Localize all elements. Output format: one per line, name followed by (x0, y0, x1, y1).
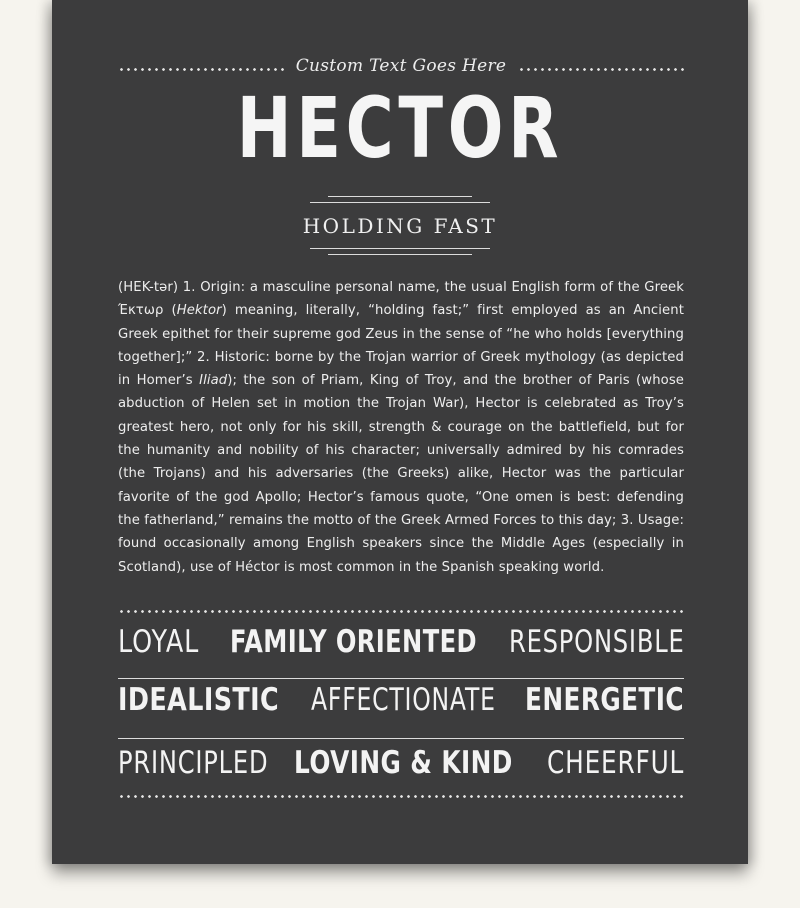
name-rule-bottom (310, 202, 490, 203)
name-rule-top (328, 196, 472, 197)
trait-family-oriented: FAMILY ORIENTED (229, 624, 477, 660)
definition-part-1: (HEK-tər) 1. Origin: a masculine personal name, the usual English form of the Greek Έκτωρ ( (118, 280, 684, 319)
trait-loyal: LOYAL (118, 624, 200, 660)
trait-row-2 (118, 682, 684, 732)
trait-affectionate: AFFECTIONATE (311, 682, 497, 718)
definition-part-3: ); the son of Priam, King of Troy, and the brother of Paris (whose abduction of Helen set in motion the Trojan War), Hector is celebrated as Troy’s greatest hero, not only for his skill, strength & courage on the battlefield, but for the humanity and nobility of his character; universally admired by his comrades (the Trojans) and his adversaries (the Greeks) alike, Hector was the particular favorite of the god Apollo; Hector’s famous quote, “One omen is best: defending the fatherland,” remains the motto of the Greek Armed Forces to this day; 3. Usage: found occasionally among English speakers since the Middle Ages (especially in Scotland), use of Héctor is most common in the Spanish speaking world. (118, 373, 685, 575)
trait-row-rule-1 (118, 678, 684, 679)
dotted-divider-left (118, 68, 284, 71)
trait-row-1 (118, 624, 684, 674)
name-meaning: HOLDING FAST (302, 214, 498, 238)
trait-row-rule-2 (118, 738, 684, 739)
poster-name: HECTOR (236, 79, 564, 177)
definition-part-2: ) meaning, literally, “holding fast;” first employed as an Ancient Greek epithet for their supreme god Zeus in the sense of “he who holds [everything together];” 2. Historic: borne by the Trojan warrior of Greek mythology (as depicted in Homer’s (118, 303, 684, 389)
trait-row-3 (118, 745, 684, 795)
traits-dotted-divider-top (118, 610, 684, 613)
definition-emphasis-1: Hektor (176, 303, 222, 319)
meaning-rule-top (310, 248, 490, 249)
trait-idealistic: IDEALISTIC (118, 682, 280, 718)
custom-text: Custom Text Goes Here (295, 56, 507, 76)
meaning-rule-bottom (328, 254, 472, 255)
traits-dotted-divider-bottom (118, 795, 684, 798)
trait-energetic: ENERGETIC (525, 682, 685, 718)
definition-emphasis-2: Iliad (199, 373, 228, 389)
dotted-divider-right (518, 68, 684, 71)
trait-cheerful: CHEERFUL (546, 745, 684, 781)
custom-text-line (118, 56, 684, 80)
trait-responsible: RESPONSIBLE (508, 624, 685, 660)
trait-loving-kind: LOVING & KIND (293, 745, 513, 781)
name-poster (52, 0, 748, 864)
trait-principled: PRINCIPLED (118, 745, 269, 781)
name-definition (118, 276, 684, 579)
